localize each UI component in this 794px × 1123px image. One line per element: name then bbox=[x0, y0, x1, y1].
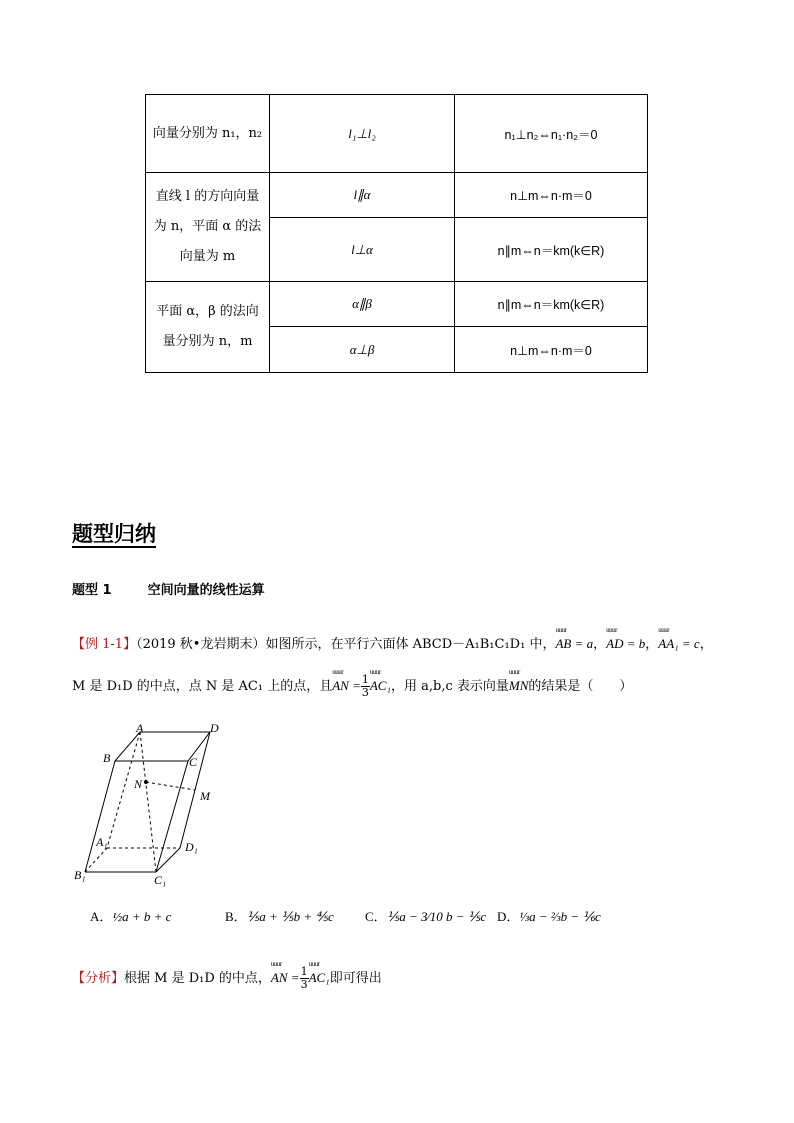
given-vector-ab: uuur AB = a bbox=[555, 630, 593, 652]
question-type-number: 题型 1 bbox=[72, 583, 112, 598]
option-a[interactable] bbox=[90, 906, 171, 925]
table-cell-relation: α∥β bbox=[270, 282, 455, 327]
label-a: A bbox=[136, 721, 144, 735]
example-text: ，用 a,b,c 表示向量 bbox=[391, 679, 509, 694]
condition-vector-ac1: uuur AC₁ bbox=[370, 672, 391, 694]
option-expr: ⅕a + ⅕b + ⅘c bbox=[246, 909, 334, 924]
option-expr: ⅕a − 3⁄10 b − ⅕c bbox=[386, 909, 487, 924]
question-type bbox=[72, 579, 265, 598]
label-d: D bbox=[210, 721, 219, 735]
option-expr: ⅓a − ⅔b − ⅙c bbox=[519, 909, 601, 924]
example-text: 的结果是（ ） bbox=[528, 679, 633, 694]
example-source: （2019 秋•龙岩期末） bbox=[136, 637, 266, 652]
option-d[interactable] bbox=[497, 906, 601, 925]
option-label: A． bbox=[90, 909, 113, 924]
label-c1: C₁ bbox=[154, 873, 167, 887]
label-a1: A₁ bbox=[96, 835, 108, 849]
example-text: 如图所示，在平行六面体 ABCD－A₁B₁C₁D₁ 中， bbox=[265, 637, 556, 652]
fraction-one-third: $\frac{1}{3}$ bbox=[361, 673, 369, 699]
label-c: C bbox=[189, 755, 198, 769]
table-cell-label: 平面 α，β 的法向量分别为 n，m bbox=[146, 282, 270, 373]
analysis-text: 即可得出 bbox=[329, 971, 382, 986]
option-b[interactable] bbox=[225, 906, 334, 925]
table-cell-condition: n⊥m⇔n·m＝0 bbox=[455, 327, 648, 373]
analysis-tag: 【分析】 bbox=[72, 971, 125, 986]
table-cell-condition: n₁⊥n₂⇔n₁·n₂＝0 bbox=[455, 95, 648, 173]
label-b1: B₁ bbox=[74, 868, 86, 882]
fraction-one-third: $\frac{1}{3}$ bbox=[300, 965, 308, 991]
given-vector-ad: uuur AD = b bbox=[606, 630, 645, 652]
option-label: C． bbox=[365, 909, 387, 924]
option-label: D． bbox=[497, 909, 520, 924]
table-cell-relation: l⊥α bbox=[270, 218, 455, 282]
table-cell-relation: l₁⊥l₂ bbox=[270, 95, 455, 173]
table-cell-label: 向量分别为 n₁，n₂ bbox=[146, 95, 270, 173]
table-cell-condition: n∥m⇔n＝km(k∈R) bbox=[455, 218, 648, 282]
analysis-vector-ac1: uuur AC₁ bbox=[309, 964, 330, 986]
example-text: M 是 D₁D 的中点，点 N 是 AC₁ 上的点，且 bbox=[72, 679, 333, 694]
label-n: N bbox=[134, 777, 143, 791]
example-line-1: 【例 1-1】（2019 秋•龙岩期末）如图所示，在平行六面体 ABCD－A₁B₁C₁D₁ 中，uuur AB = a，uuur AD = b，uuur AA₁ = c， bbox=[72, 630, 713, 652]
point-n bbox=[144, 780, 148, 784]
table-cell-relation: l∥α bbox=[270, 173, 455, 218]
option-expr: ½a + b + c bbox=[112, 909, 172, 924]
question-type-title: 空间向量的线性运算 bbox=[147, 583, 265, 598]
table-cell-relation: α⊥β bbox=[270, 327, 455, 373]
analysis-line bbox=[72, 964, 382, 991]
table-cell-condition: n⊥m⇔n·m＝0 bbox=[455, 173, 648, 218]
option-c[interactable] bbox=[365, 906, 486, 925]
section-heading: 题型归纳 bbox=[72, 522, 156, 546]
condition-table bbox=[145, 94, 648, 373]
parallelepiped-figure bbox=[70, 720, 230, 890]
analysis-vector-an: uuur AN = bbox=[271, 964, 300, 986]
label-b: B bbox=[103, 751, 111, 765]
example-line-2 bbox=[72, 672, 632, 699]
example-tag: 【例 1-1】 bbox=[72, 637, 137, 652]
label-m: M bbox=[200, 789, 210, 803]
table-cell-label: 直线 l 的方向向量为 n，平面 α 的法向量为 m bbox=[146, 173, 270, 282]
target-vector-mn: uuur MN bbox=[509, 672, 529, 694]
condition-vector-an: uuur AN = bbox=[332, 672, 361, 694]
table-cell-condition: n∥m⇔n＝km(k∈R) bbox=[455, 282, 648, 327]
option-label: B． bbox=[225, 909, 247, 924]
given-vector-aa1: uuur AA₁ = c bbox=[658, 630, 699, 652]
label-d1: D₁ bbox=[185, 840, 198, 854]
analysis-text: 根据 M 是 D₁D 的中点， bbox=[124, 971, 271, 986]
